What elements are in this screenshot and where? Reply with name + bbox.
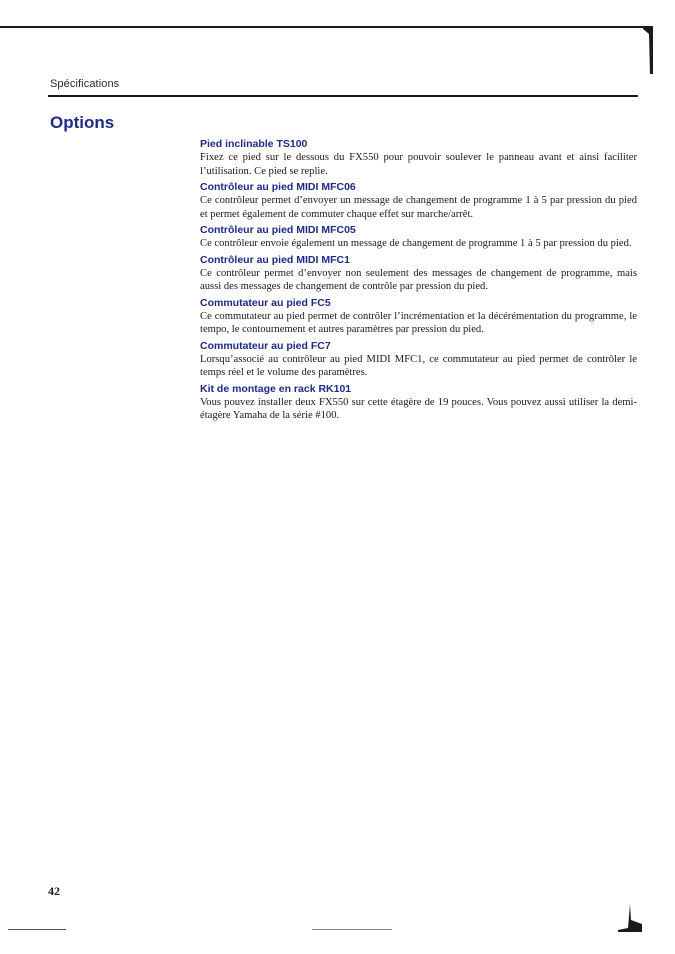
- header-rule: [48, 95, 638, 97]
- page-number: 42: [48, 884, 60, 898]
- option-ts100: [200, 137, 637, 178]
- option-description: Ce commutateur au pied permet de contrôler l’incrémentation et la décérémentation du programme, le tempo, le contournement et autres paramètres par pression du pied.: [200, 310, 637, 335]
- bottom-rule: [312, 929, 392, 930]
- running-header: Spécifications: [50, 78, 120, 90]
- option-description: Ce contrôleur envoie également un message de changement de programme 1 à 5 par pression du pied.: [200, 238, 632, 249]
- option-mfc1: [200, 253, 637, 294]
- option-mfc06: [200, 180, 637, 221]
- option-title: Contrôleur au pied MIDI MFC05: [200, 224, 356, 236]
- option-title: Commutateur au pied FC7: [200, 339, 331, 352]
- option-description: Lorsqu’associé au contrôleur au pied MIDI MFC1, ce commutateur au pied permet de contrôler le temps réel et le volume des paramètres.: [200, 353, 637, 378]
- option-title: Contrôleur au pied MIDI MFC1: [200, 253, 350, 266]
- bottom-rule: [8, 929, 66, 930]
- option-mfc05: [200, 223, 637, 251]
- option-fc5: [200, 296, 637, 337]
- option-description: Vous pouvez installer deux FX550 sur cette étagère de 19 pouces. Vous pouvez aussi utiliser la demi-étagère Yamaha de la série #100.: [200, 396, 637, 421]
- options-list: [200, 137, 637, 425]
- option-description: Fixez ce pied sur le dessous du FX550 pour pouvoir soulever le panneau avant et ainsi faciliter l’utilisation. Ce pied se replie.: [200, 152, 637, 177]
- section-title: Options: [50, 113, 115, 132]
- option-title: Commutateur au pied FC5: [200, 296, 331, 309]
- option-title: Pied inclinable TS100: [200, 138, 308, 150]
- option-fc7: [200, 339, 637, 380]
- crop-mark-icon: [643, 26, 653, 74]
- option-title: Contrôleur au pied MIDI MFC06: [200, 181, 356, 193]
- option-description: Ce contrôleur permet d’envoyer non seulement des messages de changement de programme, mais aussi des messages de changement de contrôle par pression du pied.: [200, 267, 637, 292]
- option-description: Ce contrôleur permet d’envoyer un message de changement de programme 1 à 5 par pression du pied et permet également de commuter chaque effet sur marche/arrêt.: [200, 195, 637, 220]
- option-rk101: [200, 382, 637, 423]
- option-title: Kit de montage en rack RK101: [200, 382, 352, 395]
- top-rule: [0, 26, 652, 28]
- crop-mark-icon: [618, 904, 642, 932]
